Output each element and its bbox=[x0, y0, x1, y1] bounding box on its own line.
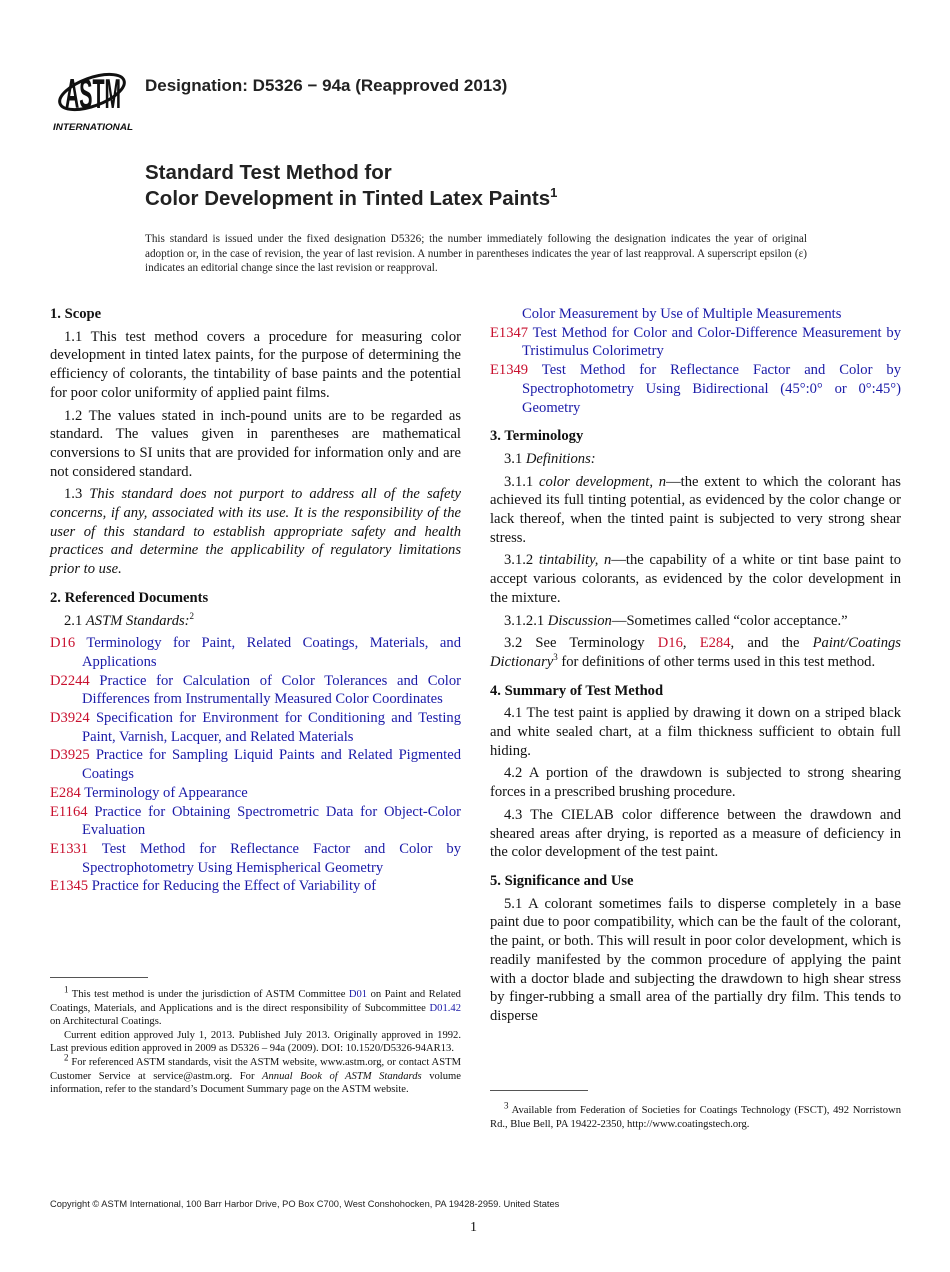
paragraph bbox=[490, 704, 901, 760]
footnote-ref[interactable]: 3 bbox=[553, 652, 558, 663]
paragraph bbox=[490, 551, 901, 607]
paragraph bbox=[490, 473, 901, 548]
text: 3. Terminology bbox=[490, 428, 584, 445]
text: This test method is under the jurisdiction of ASTM Committee bbox=[68, 989, 349, 1000]
footnote-divider bbox=[490, 1090, 588, 1091]
paragraph bbox=[490, 450, 901, 469]
title-footnote-ref[interactable]: 1 bbox=[550, 185, 558, 201]
reference-item bbox=[50, 634, 461, 671]
paragraph bbox=[490, 764, 901, 801]
left-column bbox=[50, 305, 461, 896]
text: —Sometimes called “color acceptance.” bbox=[611, 612, 848, 629]
text: for definitions of other terms used in this test method. bbox=[557, 653, 876, 670]
standard-code-link[interactable]: D3924 bbox=[50, 710, 90, 727]
paragraph bbox=[490, 612, 901, 631]
reference-item bbox=[50, 877, 461, 896]
text: on Paint and Related Coatings, Materials, and Applications and is the direct responsibility of Subcommittee bbox=[50, 989, 461, 1014]
paragraph bbox=[50, 1052, 461, 1097]
reference-item bbox=[50, 803, 461, 840]
text: —the extent to which the colorant has achieved its full tinting potential, as evidenced by the color change or lack thereof, when the tinted paint is subjected to very strong shear stress. bbox=[490, 473, 901, 546]
paragraph bbox=[490, 634, 901, 671]
reference-link[interactable]: Practice for Reducing the Effect of Variability of bbox=[88, 878, 377, 895]
right-footnotes bbox=[490, 1100, 901, 1131]
text: 3.1.2.1 bbox=[504, 612, 548, 629]
italic-text: Definitions: bbox=[525, 450, 596, 467]
text: 1.1 This test method covers a procedure for measuring color development in tinted latex paints, for the purpose of determining the efficiency of colorants, the tintability of base paints and the potential for poor color uniformity of applied paint films. bbox=[50, 328, 461, 401]
reference-item bbox=[490, 324, 901, 361]
italic-text: Annual Book of ASTM Standards bbox=[262, 1070, 422, 1082]
issuance-notice: This standard is issued under the fixed designation D5326; the number immediately following the designation indicates the year of original adoption or, in the case of revision, the year of last revision. A number in parentheses indicates the year of last reapproval. A superscript epsilon (ε) indicates an editorial change since the last revision or reapproval. bbox=[145, 233, 807, 275]
left-footnotes bbox=[50, 984, 461, 1097]
paragraph bbox=[50, 407, 461, 482]
reference-link[interactable]: Test Method for Reflectance Factor and Color by Spectrophotometry Using Hemispherical Geometry bbox=[82, 840, 461, 876]
paragraph bbox=[50, 485, 461, 579]
footnote-ref[interactable]: 2 bbox=[64, 1052, 69, 1063]
text: 1. Scope bbox=[50, 306, 102, 322]
reference-link[interactable]: Color Measurement by Use of Multiple Measurements bbox=[522, 306, 842, 322]
text: 3.1 bbox=[504, 450, 526, 467]
italic-text: color development, n bbox=[538, 473, 667, 490]
text: 5. Significance and Use bbox=[490, 872, 634, 889]
italic-text: ASTM Standards: bbox=[85, 612, 190, 629]
text: For referenced ASTM standards, visit the ASTM website, www.astm.org, or contact ASTM Customer Service at service@astm.org. For bbox=[50, 1056, 461, 1082]
text: 4.2 A portion of the drawdown is subjected to strong shearing forces in a prescribed brushing procedure. bbox=[490, 765, 901, 801]
svg-text:INTERNATIONAL: INTERNATIONAL bbox=[53, 122, 134, 133]
standard-code-link[interactable]: E1347 bbox=[490, 324, 529, 341]
text: 3.1.1 bbox=[504, 473, 539, 490]
astm-logo bbox=[52, 58, 134, 132]
standard-code-link[interactable]: D2244 bbox=[50, 672, 90, 689]
standard-code-link[interactable]: E1349 bbox=[490, 362, 529, 379]
title-line-2: Color Development in Tinted Latex Paints bbox=[145, 187, 551, 210]
page-title bbox=[145, 160, 557, 212]
text: , bbox=[682, 635, 700, 652]
reference-link[interactable]: Test Method for Reflectance Factor and Color by Spectrophotometry Using Bidirectional (45°:0° or 0°:45°) Geometry bbox=[522, 362, 901, 416]
text: 4. Summary of Test Method bbox=[490, 682, 664, 699]
paragraph bbox=[490, 806, 901, 862]
paragraph bbox=[50, 984, 461, 1029]
paragraph bbox=[490, 1100, 901, 1131]
italic-text: This standard does not purport to address all of the safety concerns, if any, associated with its use. It is the responsibility of the user of this standard to establish appropriate safety and health practices and determine the applicability of regulatory limitations prior to use. bbox=[50, 486, 461, 578]
designation: Designation: D5326 − 94a (Reapproved 2013) bbox=[145, 76, 508, 95]
italic-text: Paint/Coatings Dictionary bbox=[490, 635, 901, 670]
reference-item bbox=[50, 840, 461, 877]
text: 3.1.2 bbox=[504, 552, 539, 569]
text: 4.3 The CIELAB color difference between the drawdown and sheared areas after drying, is reported as a measure of deficiency in the color development of the test paint. bbox=[490, 806, 901, 861]
text: Available from Federation of Societies for Coatings Technology (FSCT), 492 Norristown Rd., Blue Bell, PA 19422-2350, http://www.coatingstech.org. bbox=[490, 1105, 901, 1130]
reference-link[interactable]: Test Method for Color and Color-Difference Measurement by Tristimulus Colorimetry bbox=[522, 324, 901, 360]
reference-link[interactable]: D01 bbox=[348, 989, 368, 1000]
standard-code-link[interactable]: E1331 bbox=[50, 840, 89, 857]
standard-code-link[interactable]: E284 bbox=[50, 784, 81, 801]
paragraph bbox=[50, 612, 461, 631]
reference-item bbox=[50, 672, 461, 709]
text: 1.3 bbox=[64, 486, 90, 503]
text: 4.1 The test paint is applied by drawing it down on a striped black and white sealed chart, at a film thickness sufficient to obtain full hiding. bbox=[490, 705, 901, 759]
paragraph bbox=[50, 328, 461, 403]
section-heading bbox=[490, 872, 901, 891]
paragraph bbox=[490, 895, 901, 1026]
standard-code-link[interactable]: E284 bbox=[699, 635, 731, 652]
svg-text:ASTM: ASTM bbox=[65, 70, 121, 117]
reference-link[interactable]: Practice for Obtaining Spectrometric Data for Object-Color Evaluation bbox=[82, 803, 461, 839]
text: 3.2 See Terminology bbox=[504, 635, 658, 652]
footnote-ref[interactable]: 1 bbox=[64, 984, 69, 995]
section-heading bbox=[50, 589, 461, 608]
text: Current edition approved July 1, 2013. Published July 2013. Originally approved in 1992. Last previous edition approved in 2009 as D5326 – 94a (2009). DOI: 10.1520/D5326-94AR13. bbox=[50, 1029, 461, 1055]
reference-link[interactable]: Terminology of Appearance bbox=[80, 784, 248, 801]
standard-code-link[interactable]: E1345 bbox=[50, 878, 89, 895]
text: volume information, refer to the standard’s Document Summary page on the ASTM website. bbox=[50, 1070, 461, 1096]
standard-code-link[interactable]: D3925 bbox=[50, 747, 90, 764]
paragraph bbox=[50, 1029, 461, 1056]
reference-link[interactable]: Terminology for Paint, Related Coatings, Materials, and Applications bbox=[75, 635, 461, 670]
text: , and the bbox=[730, 635, 813, 652]
reference-link[interactable]: Specification for Environment for Conditioning and Testing Paint, Varnish, Lacquer, and Related Materials bbox=[82, 710, 461, 745]
text: 5.1 A colorant sometimes fails to disperse completely in a base paint due to poor compatibility, which can be the fault of the colorant, the paint, or both. This will result in poor color development, which is readily manifested by the common procedure of applying the paint with a doctor blade and subjecting the drawdown to high shear stress by finger-rubbing a small area of the partially dry film. This tends to disperse bbox=[490, 895, 901, 1024]
text: 2. Referenced Documents bbox=[50, 589, 209, 606]
footnote-divider bbox=[50, 977, 148, 978]
reference-item bbox=[50, 746, 461, 783]
text: on Architectural Coatings. bbox=[50, 1016, 162, 1028]
section-heading bbox=[490, 427, 901, 446]
reference-item bbox=[490, 305, 901, 324]
title-line-1: Standard Test Method for bbox=[145, 161, 392, 184]
footnote-ref[interactable]: 2 bbox=[189, 610, 195, 621]
section-heading bbox=[50, 305, 461, 324]
text: 1.2 The values stated in inch-pound units are to be regarded as standard. The values given in parentheses are mathematical conversions to SI units that are provided for information only and are not considered standard. bbox=[50, 407, 461, 480]
reference-link[interactable]: Practice for Calculation of Color Tolerances and Color Differences from Instrumentally Measured Color Coordinates bbox=[82, 672, 461, 708]
standard-code-link[interactable]: D16 bbox=[50, 635, 76, 652]
reference-item bbox=[50, 784, 461, 803]
reference-item bbox=[490, 361, 901, 417]
copyright: Copyright © ASTM International, 100 Barr Harbor Drive, PO Box C700, West Conshohocken, PA 19428-2959. United States bbox=[50, 1199, 560, 1209]
right-column bbox=[490, 305, 901, 1030]
reference-link[interactable]: Practice for Sampling Liquid Paints and Related Pigmented Coatings bbox=[82, 747, 461, 783]
standard-code-link[interactable]: D16 bbox=[657, 635, 683, 652]
italic-text: Discussion bbox=[547, 612, 612, 629]
reference-item bbox=[50, 709, 461, 746]
italic-text: tintability, n bbox=[538, 552, 612, 569]
section-heading bbox=[490, 682, 901, 701]
reference-link[interactable]: D01.42 bbox=[429, 1002, 461, 1014]
footnote-ref[interactable]: 3 bbox=[504, 1100, 509, 1111]
page-number: 1 bbox=[470, 1220, 477, 1235]
standard-code-link[interactable]: E1164 bbox=[50, 803, 88, 820]
text: —the capability of a white or tint base paint to accept various colorants, as evidenced by the color development in the mixture. bbox=[490, 552, 901, 606]
text: 2.1 bbox=[64, 612, 86, 629]
